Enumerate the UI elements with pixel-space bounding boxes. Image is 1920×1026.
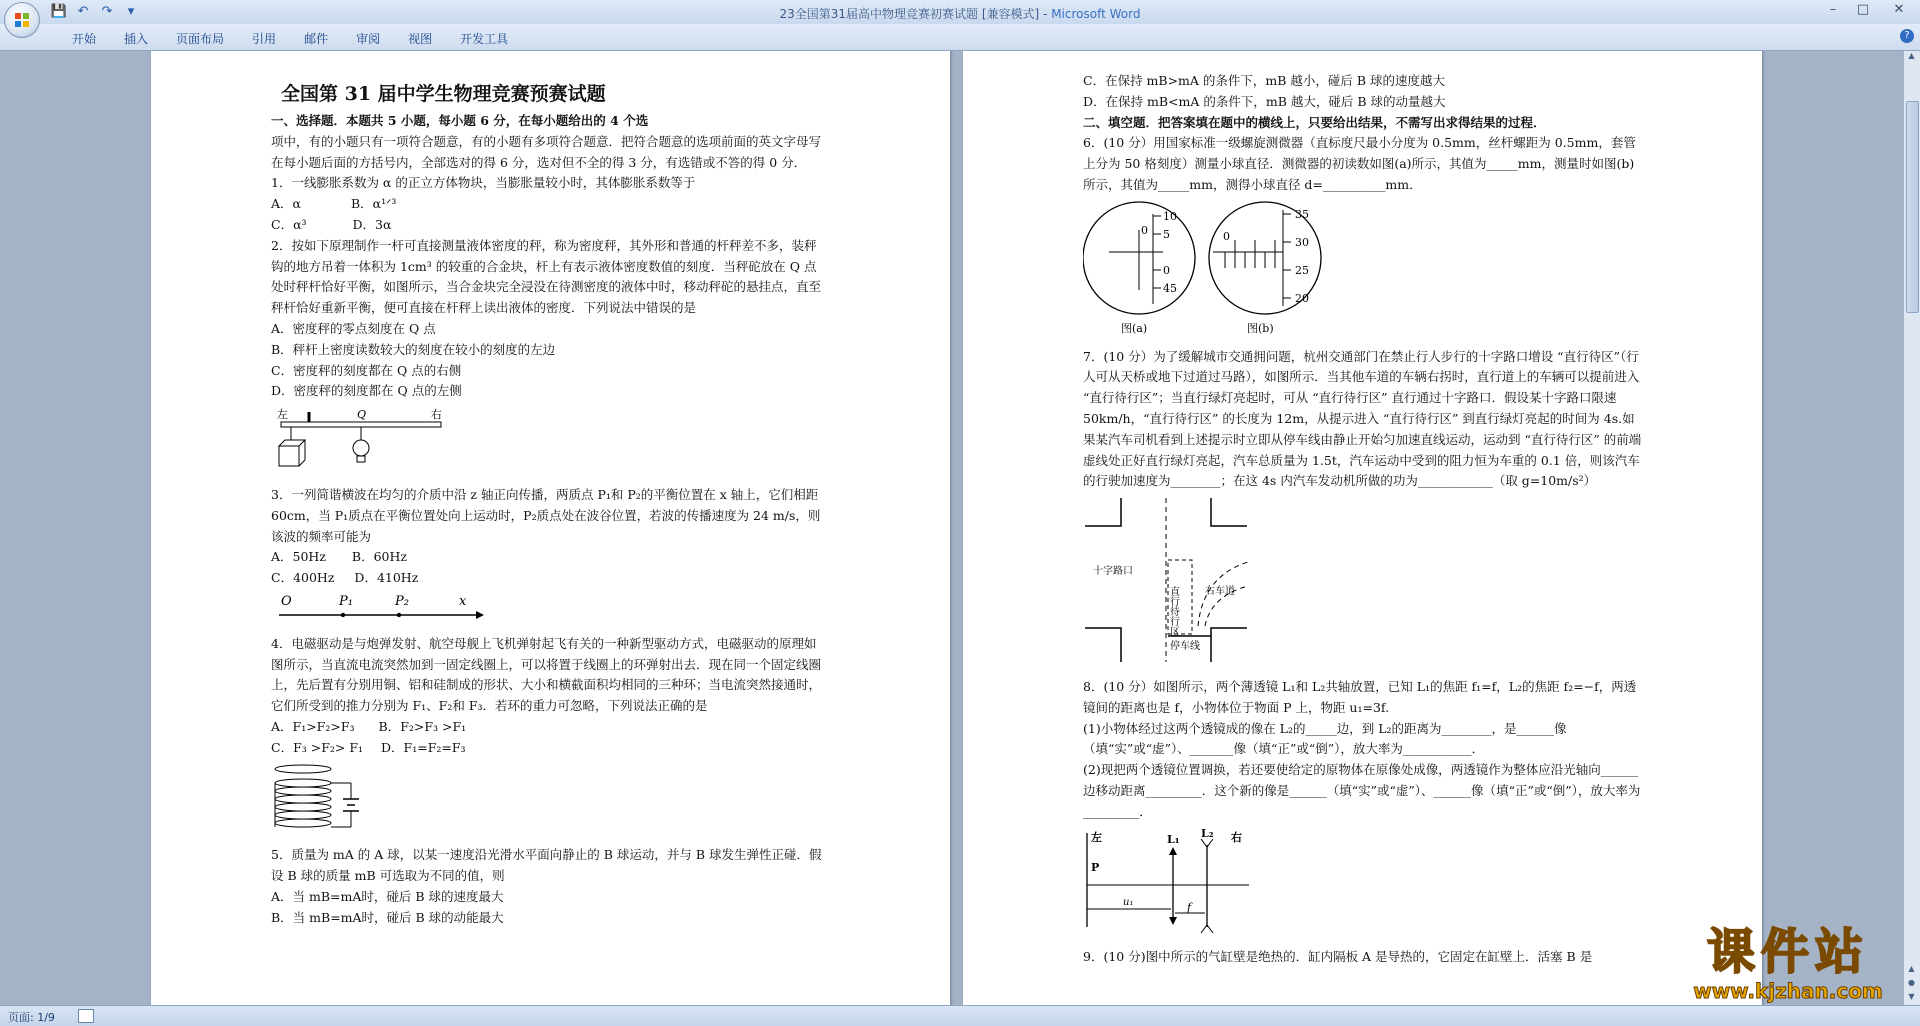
tab-developer[interactable]: 开发工具: [460, 32, 509, 46]
fig-lens-p-label: P: [1091, 860, 1100, 874]
document-page-2: [963, 51, 1762, 1005]
question-9: 9．(10 分)图中所示的气缸壁是绝热的．缸内隔板 A 是导热的，它固定在缸壁上．活塞 B 是: [1083, 949, 1593, 965]
browse-object-icon[interactable]: ●: [1908, 978, 1915, 987]
lens-figure: [1083, 827, 1253, 937]
question-4-options-cd: [271, 738, 826, 759]
point-p2: [397, 613, 401, 617]
road-corner-tr: [1211, 498, 1247, 526]
density-scale-figure: [271, 406, 451, 474]
q4-option-d: D．F₁=F₂=F₃: [381, 739, 466, 755]
road-corner-br: [1211, 628, 1247, 662]
q1-option-b: B．α¹ᐟ³: [350, 196, 397, 212]
fig-label-left: 左: [277, 408, 288, 422]
q5-option-c: C．在保持 mB>mA 的条件下，mB 越小，碰后 B 球的速度越大: [1083, 73, 1446, 88]
fig-b-caption: 图(b): [1247, 321, 1274, 335]
close-button[interactable]: ✕: [1893, 2, 1905, 17]
question-7: 7．(10 分）为了缓解城市交通拥问题，杭州交通部门在禁止行人步行的十字路口增设 “直行待区”（行人可从天桥或地下过道过马路），如图所示．当其他车道的车辆右拐时，直行道上的车辆可以提前进入 “直行待行区”；当直行绿灯亮起时，可从 “直行待行区” 直行通过十字路口．假设某十字路口限速 50km/h，“直行待行区” 的长度为 12m，从提示进入 “直行待行区” 到直行绿灯亮起的时间为 4s.如果某汽车司机看到上述提示时立即从停车线由静止开始匀加速直线运动，运动到 “直行待行区” 的前端虚线处正好直行绿灯亮起，汽车总质量为 1.5t，汽车运动中受到的阻力恒为车重的 0.1 倍，则该汽车的行驶加速度为________；在这 4s 内汽车发动机所做的功为____________（取 g=10m/s²）: [1083, 348, 1642, 489]
question-8-part-1: (1)小物体经过这两个透镜成的像在 L₂的_____边，到 L₂的距离为________，是______像（填“实”或“虚”）、_______像（填“正”或“倒”），放大率为___________．: [1083, 720, 1567, 757]
fig-b-tick-30: 30: [1295, 235, 1309, 249]
fig-b-tick-25: 25: [1295, 263, 1309, 277]
q3-option-a: A．50Hz: [271, 549, 326, 565]
q1-option-c: C．α³: [271, 216, 307, 232]
fig-label-q: Q: [357, 408, 367, 422]
previous-page-icon[interactable]: ▲: [1908, 964, 1915, 973]
question-3-options-ab: [271, 547, 826, 568]
title-bar: [0, 0, 1920, 24]
fig-lens-u1-label: u₁: [1123, 896, 1134, 908]
sliding-weight: [353, 440, 369, 456]
office-button[interactable]: [4, 2, 40, 38]
tab-home[interactable]: 开始: [72, 32, 97, 46]
q3-option-d: D．410Hz: [354, 570, 419, 586]
fig-a-tick-45: 45: [1163, 281, 1177, 295]
road-corner-bl: [1085, 628, 1121, 662]
coil-ring: [275, 765, 331, 773]
tab-view[interactable]: 视图: [408, 32, 433, 46]
question-1: 1．一线膨胀系数为 α 的正立方体物块，当膨胀量较小时，其体膨胀系数等于: [271, 175, 696, 191]
maximize-button[interactable]: □: [1856, 2, 1870, 17]
qat-more-icon[interactable]: ▾: [127, 4, 135, 19]
tab-references[interactable]: 引用: [252, 32, 277, 46]
fig-b-tick-35: 35: [1295, 207, 1309, 221]
q2-option-c: C．密度秤的刻度都在 Q 点的右侧: [271, 362, 462, 378]
fig-lens-l2-label: L₂: [1201, 826, 1214, 840]
wave-label-o: O: [281, 593, 292, 609]
proofing-icon[interactable]: [78, 1009, 94, 1023]
redo-icon[interactable]: ↷: [101, 4, 113, 19]
document-page-1: [151, 51, 950, 1005]
next-page-icon[interactable]: ▼: [1908, 992, 1915, 1001]
question-3-options-cd: [271, 568, 826, 589]
fig-a-tick-10: 10: [1163, 209, 1177, 223]
section-1-instructions: 项中，有的小题只有一项符合题意，有的小题有多项符合题意．把符合题意的选项前面的英文字母写在每小题后面的方括号内，全部选对的得 6 分，选对但不全的得 3 分，有选错或不答的得 0 分．: [271, 133, 822, 170]
status-bar: [0, 1005, 1920, 1026]
question-4-options-ab: [271, 717, 826, 738]
fig-label-right: 右: [431, 408, 442, 422]
watermark-title: 课件站: [1706, 924, 1869, 980]
question-8: 8．(10 分）如图所示，两个薄透镜 L₁和 L₂共轴放置，已知 L₁的焦距 f₁=f，L₂的焦距 f₂=−f，两透镜间的距离也是 f，小物体位于物面 P 上，物距 u₁=3f.: [1083, 678, 1637, 715]
question-1-options-cd: [271, 215, 826, 236]
tab-page-layout[interactable]: 页面布局: [176, 32, 225, 46]
undo-icon[interactable]: ↶: [77, 4, 89, 19]
fig-lens-right-label: 右: [1231, 830, 1242, 844]
fig-lens-l1-label: L₁: [1167, 832, 1180, 846]
scale-beam: [281, 422, 441, 427]
ribbon-tabs: [58, 30, 522, 47]
site-watermark: [1668, 925, 1908, 1005]
crossroad-figure: [1083, 496, 1253, 666]
scroll-up-icon[interactable]: ▲: [1908, 51, 1915, 60]
x-axis-arrow: [476, 611, 484, 619]
fig-zone-label: 直行待行区: [1167, 586, 1179, 637]
question-6: 6．(10 分）用国家标准一级螺旋测微器（直标度尺最小分度为 0.5mm，丝杆螺距为 0.5mm，套管上分为 50 格刻度）测量小球直径．测微器的初读数如图(a)所示，其值为_____mm，测量时如图(b)所示，其值为_____mm，测得小球直径 d=__________mm．: [1083, 135, 1636, 192]
window-title: [0, 5, 1920, 22]
ribbon: [0, 24, 1920, 51]
question-3: 3．一列简谐横波在均匀的介质中沿 z 轴正向传播，两质点 P₁和 P₂的平衡位置在 x 轴上，它们相距 60cm，当 P₁质点在平衡位置处向上运动时，P₂质点处在波谷位置，若波的传播速度为 24 m/s，则该波的频率可能为: [271, 486, 821, 544]
q4-option-b: B．F₂>F₃ >F₁: [378, 718, 467, 734]
document-title: 23全国第31届高中物理竞赛初赛试题 [兼容模式] -: [779, 7, 1052, 21]
coil-figure: [271, 763, 391, 835]
q5-option-a: A．当 mB=mA时，碰后 B 球的速度最大: [271, 888, 504, 904]
help-icon[interactable]: ?: [1900, 29, 1914, 43]
save-icon[interactable]: 💾: [50, 4, 68, 19]
road-corner-tl: [1085, 498, 1121, 526]
window-controls: [1818, 0, 1920, 20]
wave-label-p2: P₂: [395, 593, 409, 609]
fig-a-caption: 图(a): [1121, 321, 1148, 335]
document-workspace: [0, 51, 1904, 1005]
question-8-part-2: (2)现把两个透镜位置调换，若还要使给定的原物体在原像处成像，两透镜作为整体应沿光轴向______边移动距离_________．这个新的像是______（填“实”或“虚”）、______像（填“正”或“倒”），放大率为_________．: [1083, 762, 1641, 819]
tab-insert[interactable]: 插入: [124, 32, 149, 46]
question-2: 2．按如下原理制作一杆可直接测量液体密度的秤，称为密度秤，其外形和普通的杆秤差不多，装秤钩的地方吊着一体积为 1cm³ 的较重的合金块，杆上有表示液体密度数值的刻度．当秤砣放在 Q 点处时秤杆恰好平衡，如图所示，当合金块完全浸没在待测密度的液体中时，移动秤砣的悬挂点，直至秤杆恰好重新平衡，便可直接在杆秤上读出液体的密度．下列说法中错误的是: [271, 237, 822, 316]
page-2-content: [1083, 71, 1643, 968]
q2-option-d: D．密度秤的刻度都在 Q 点的左侧: [271, 383, 462, 399]
question-5: 5．质量为 mA 的 A 球，以某一速度沿光滑水平面向静止的 B 球运动，并与 B 球发生弹性正碰．假设 B 球的质量 mB 可选取为不同的值，则: [271, 847, 822, 884]
section-2-heading: 二、填空题．把答案填在题中的横线上，只要给出结果，不需写出求得结果的过程．: [1083, 114, 1546, 130]
minimize-button[interactable]: –: [1829, 2, 1837, 17]
page-1-content: [271, 79, 826, 929]
wave-label-p1: P₁: [339, 593, 353, 609]
q3-option-b: B．60Hz: [351, 549, 408, 565]
q5-option-b: B．当 mB=mA时，碰后 B 球的动能最大: [271, 909, 504, 925]
office-logo-icon: [14, 12, 30, 28]
q3-option-c: C．400Hz: [271, 570, 335, 586]
section-1-heading: 一、选择题．本题共 5 小题，每小题 6 分，在每小题给出的 4 个选: [271, 113, 649, 128]
vertical-scrollbar[interactable]: [1903, 51, 1920, 1005]
exam-title: 全国第 31 届中学生物理竞赛预赛试题: [281, 83, 606, 105]
fig-lens-left-label: 左: [1091, 830, 1102, 844]
fig-a-tick-5: 5: [1163, 227, 1170, 241]
fig-lens-f-label: f: [1187, 900, 1192, 914]
scrollbar-thumb[interactable]: [1906, 101, 1919, 313]
fig-cross-label: 十字路口: [1093, 566, 1133, 578]
app-name: Microsoft Word: [1051, 7, 1141, 21]
q4-option-a: A．F₁>F₂>F₃: [271, 718, 355, 734]
fig-stop-line-label: 停车线: [1170, 641, 1200, 653]
question-4: 4．电磁驱动是与炮弹发射、航空母舰上飞机弹射起飞有关的一种新型驱动方式，电磁驱动的原理如图所示，当直流电流突然加到一固定线圈上，可以将置于线圈上的环弹射出去．现在同一个固定线圈上，先后置有分别用铜、铝和硅制成的形状、大小和横截面积均相同的三种环；当电流突然接通时，它们所受到的推力分别为 F₁、F₂和 F₃．若环的重力可忽略，下列说法正确的是: [271, 635, 822, 714]
q5-option-d: D．在保持 mB<mA 的条件下，mB 越大，碰后 B 球的动量越大: [1083, 93, 1446, 109]
question-1-options-ab: [271, 194, 826, 215]
tab-mailings[interactable]: 邮件: [304, 32, 329, 46]
q1-option-d: D．3α: [352, 216, 392, 232]
tab-review[interactable]: 审阅: [356, 32, 381, 46]
q2-option-a: A．密度秤的零点刻度在 Q 点: [271, 320, 436, 336]
micrometer-figures: [1083, 200, 1343, 336]
alloy-block-top: [279, 440, 305, 446]
page-counter[interactable]: 页面: 1/9: [8, 1011, 55, 1024]
q4-option-c: C．F₃ >F₂> F₁: [271, 739, 364, 755]
watermark-url: www.kjzhan.com: [1693, 979, 1883, 1003]
wave-axis-figure: [271, 593, 491, 623]
fig-b-tick-0: 0: [1223, 229, 1230, 243]
fig-right-lane-label: 右车道: [1205, 586, 1235, 598]
alloy-block: [279, 446, 299, 466]
point-p1: [341, 613, 345, 617]
q1-option-a: A．α: [271, 196, 301, 212]
fig-a-tick-0-top: 0: [1141, 223, 1148, 237]
fig-b-tick-20: 20: [1295, 291, 1309, 305]
q2-option-b: B．秤杆上密度读数较大的刻度在较小的刻度的左边: [271, 341, 556, 357]
wave-label-x: x: [459, 593, 467, 609]
fig-a-tick-0: 0: [1163, 263, 1170, 277]
